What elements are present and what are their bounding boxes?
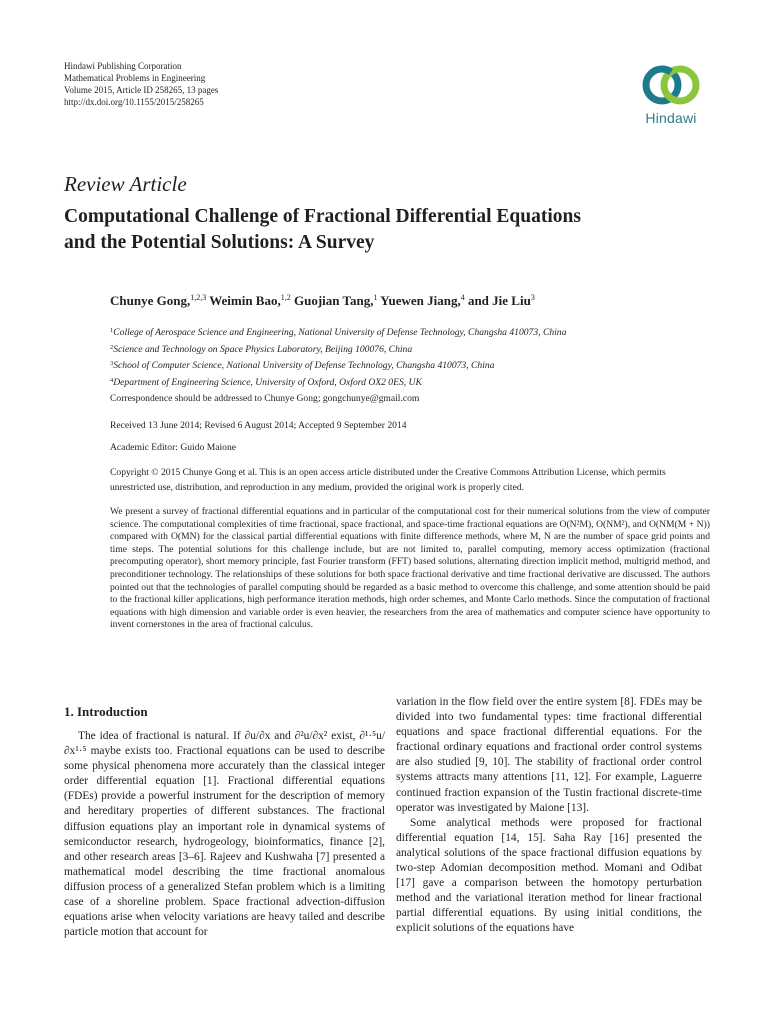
- correspondence: Correspondence should be addressed to Chunye Gong; gongchunye@gmail.com: [110, 393, 420, 404]
- affiliation-number: 4: [110, 376, 114, 384]
- section-heading: 1. Introduction: [64, 704, 148, 719]
- author-affil-sup: 1,2: [280, 293, 291, 302]
- body-paragraph: variation in the flow field over the entire system [8]. FDEs may be divided into two fundamental types: time fractional differential equations and space fractional differential equations. For the fractional ordinary equations and fractional order control systems are also studied [9, 10]. The stability of fractional order control systems attracts many attentions [11, 12]. For example, Laguerre continued fraction expansion of the Tustin fractional discrete-time operator was investigated by Maione [13].: [396, 696, 702, 814]
- copyright-notice: Copyright © 2015 Chunye Gong et al. This is an open access article distributed under the Creative Commons Attribution License, which permits unrestricted use, distribution, and reproduction in any medium, provided the original work is properly cited.: [110, 467, 666, 493]
- journal-name: Mathematical Problems in Engineering: [64, 73, 206, 83]
- author-affil-sup: 3: [530, 293, 535, 302]
- hindawi-logo: [632, 62, 710, 134]
- title-line-2: and the Potential Solutions: A Survey: [64, 232, 375, 253]
- author-name: Guojian Tang,: [293, 293, 374, 308]
- received-dates: Received 13 June 2014; Revised 6 August 2014; Accepted 9 September 2014: [110, 420, 407, 431]
- volume-line: Volume 2015, Article ID 258265, 13 pages: [64, 85, 219, 95]
- affiliation-text: College of Aerospace Science and Engineering, National University of Defense Technology, Changsha 410073, China: [113, 327, 567, 338]
- affiliation-number: 2: [110, 343, 114, 351]
- article-type: Review Article: [64, 172, 187, 196]
- affiliations: [110, 324, 566, 390]
- affiliation-text: Science and Technology on Space Physics Laboratory, Beijing 100076, China: [113, 343, 413, 355]
- affiliation: [110, 341, 566, 358]
- affiliation: [110, 357, 566, 374]
- affiliation-number: 1: [110, 327, 114, 334]
- author-affil-sup: 4: [460, 293, 465, 302]
- logo-wordmark: Hindawi: [645, 110, 697, 126]
- abstract-text: We present a survey of fractional differential equations and in particular of the computational cost for their numerical solutions from the view of computer science. The computational complexities of time fractional, space fractional, and space-time fractional equations are O(N²M), O(NM²), and O(NM(M + N)) compared with O(MN) for the classical partial differential equations with finite difference methods, where M, N are the number of space grid points and time steps. The potential solutions for this challenge include, but are not limited to, parallel computing, memory access optimization (fractional precomputing operator), short memory principle, fast Fourier transform (FFT) based solutions, alternating direction implicit method, multigrid method, and preconditioner technology. The relationships of these solutions for both space fractional derivative and time fractional derivative are discussed. The authors pointed out that the technologies of parallel computing should be regarded as a basic method to overcome this challenge, and some attention should be paid to the fractional killer applications, high performance iteration methods, high order schemes, and Monte Carlo methods. Since the computation of fractional equations with high dimension and variable order is even heavier, the researchers from the area of mathematics and computer science have opportunity to invent cornerstones in the area of fractional calculus.: [110, 506, 710, 631]
- affiliation: [110, 324, 566, 341]
- author-name: Chunye Gong,: [110, 293, 191, 308]
- academic-editor: Academic Editor: Guido Maione: [110, 442, 237, 453]
- publication-info: [64, 60, 218, 108]
- hindawi-logo-icon: [640, 62, 702, 108]
- author-list: [110, 293, 535, 309]
- doi-link[interactable]: http://dx.doi.org/10.1155/2015/258265: [64, 97, 204, 107]
- author-affil-sup: 1,2,3: [190, 293, 207, 302]
- left-column: [64, 729, 385, 940]
- author-name: and Jie Liu: [467, 293, 531, 308]
- author-name: Weimin Bao,: [209, 293, 281, 308]
- article-title: [64, 204, 714, 256]
- right-column: [396, 695, 702, 937]
- affiliation-text: Department of Engineering Science, University of Oxford, Oxford OX2 0ES, UK: [113, 376, 422, 388]
- body-paragraph: The idea of fractional is natural. If ∂u/∂x and ∂²u/∂x² exist, ∂¹·⁵u/∂x¹·⁵ maybe exists too. Fractional equations can be used to describe some physical phenomena more accurately than the classical integer order differential equation [1]. Fractional differential equations (FDEs) provide a powerful instrument for the description of memory and hereditary properties of different substances. The fractional diffusion equations play an important role in dynamical systems of semiconductor research, hydrogeology, bioinformatics, finance [2], and other research areas [3–6]. Rajeev and Kushwaha [7] presented a mathematical model describing the time fractional anomalous diffusion process of a generalized Stefan problem which is a limiting case of a shoreline problem. Space fractional advection-diffusion equations arise when velocity variations are heavy tailed and describe particle motion that account for: [64, 730, 385, 939]
- affiliation-number: 3: [110, 360, 114, 367]
- affiliation-text: School of Computer Science, National University of Defense Technology, Changsha 410073, China: [113, 360, 495, 371]
- affiliation: [110, 374, 566, 391]
- body-paragraph: Some analytical methods were proposed for fractional differential equation [14, 15]. Saha Ray [16] presented the analytical solutions of the space fractional diffusion equations by two-step Adomian decomposition method. Momani and Odibat [17] gave a comparison between the homotopy perturbation method and the variational iteration method for linear fractional partial differential equations. By using initial conditions, the explicit solutions of the equations have: [396, 816, 702, 935]
- publisher-name: Hindawi Publishing Corporation: [64, 61, 182, 71]
- author-name: Yuewen Jiang,: [380, 293, 461, 308]
- author-affil-sup: 1: [373, 293, 378, 302]
- abstract: [110, 506, 710, 632]
- title-line-1: Computational Challenge of Fractional Differential Equations: [64, 206, 581, 227]
